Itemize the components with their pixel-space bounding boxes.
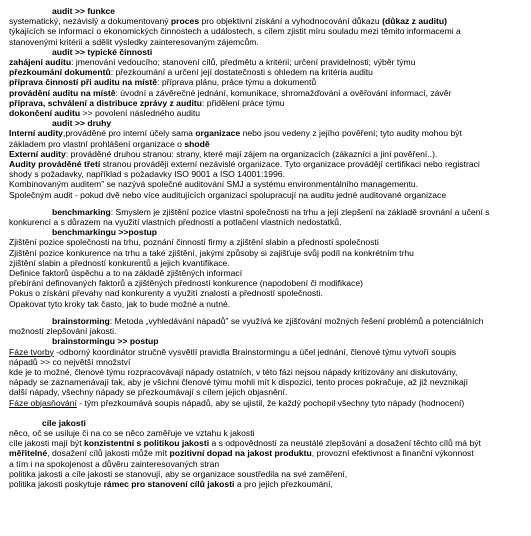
bold-term: zahájení auditu xyxy=(9,57,72,68)
bold-term: Audity prováděné třetí xyxy=(9,159,101,170)
paragraph-line: Zjištění pozice konkurence na trhu a také zjištění, jakými způsoby si zajišťuje svůj podíl na konkrétním trhu xyxy=(9,247,414,258)
paragraph-line xyxy=(9,108,527,118)
bold-term: shodě xyxy=(184,138,210,149)
text-run: : příprava plánu, práce týmu a dokumentů xyxy=(157,77,317,88)
text-run: >> povolení následného auditu xyxy=(80,108,201,119)
paragraph-line xyxy=(9,438,527,448)
paragraph-line: Společným audit - pokud dvě nebo více auditujících organizací spolupracují na auditu jedné auditované organizace xyxy=(9,189,447,200)
section-title-audit-druhy xyxy=(9,118,527,128)
text-run: a s odpovědností za neustálé zlepšování a dosažení těchto cílů má být xyxy=(209,438,481,449)
text-run: a pro jejich přezkoumání, xyxy=(234,478,333,489)
paragraph-line: něco, oč se usiluje či na co se něco zaměřuje ve vztahu k jakosti xyxy=(9,427,255,438)
paragraph-line: možností zlepšování jakosti. xyxy=(9,326,117,337)
text-run: pro objektivní získání a vyhodnocování důkazu xyxy=(199,16,383,27)
underlined-term: Fáze objasňování xyxy=(9,397,77,408)
paragraph-line xyxy=(9,479,527,489)
paragraph-line: další nápady, všechny nápady se přezkoumávají s cílem jejich objasnění. xyxy=(9,387,288,398)
text-run: : přezkoumání a určení její dostatečnosti s ohledem na kritéria auditu xyxy=(110,67,373,78)
text-run: ,prováděné pro interní účely sama xyxy=(62,128,196,139)
bold-term: měřitelné xyxy=(9,448,48,459)
paragraph-line xyxy=(9,139,527,149)
text-run: základem pro vlastní prohlášení organizace o xyxy=(9,138,185,149)
text-run: : prováděné druhou stranou: strany, které mají zájem na organizacích (zákazníci a jiní pověření..). xyxy=(65,148,438,159)
bold-term: dokončení auditu xyxy=(9,108,81,119)
paragraph-line: stanovenými kritérii a sdělit výsledky zainteresovaným zájemcům. xyxy=(9,36,259,47)
paragraph-line: Pokus o získání převahy nad konkurenty a využití znalostí a předností společnosti. xyxy=(9,288,323,299)
paragraph-line xyxy=(9,77,527,87)
bold-term: pozitivní dopad na jakost produktu xyxy=(169,448,312,459)
text-run: : Smyslem je zjištění pozice vlastní společnosti na trhu a její zlepšení na základě srovnání a učení s xyxy=(110,206,490,217)
heading-text: audit >> funkce xyxy=(52,6,116,16)
paragraph-line: a tím i na spokojenost a důvěru zainteresovaných stran xyxy=(9,458,220,469)
bold-term: rámec pro stanovení cílů jakosti xyxy=(103,478,235,489)
text-run: : úvodní a závěrečné jednání, komunikace, shromažďování a ověřování informací, závěr xyxy=(115,87,452,98)
paragraph-line: kde je to možné, členové týmu rozpracovávají nápady ostatních, v této fázi nejsou nápady kritizovány ani diskutovány, xyxy=(9,366,458,377)
paragraph-line xyxy=(9,347,527,357)
paragraph-line xyxy=(9,159,527,169)
heading-text: benchmarking xyxy=(52,206,111,217)
paragraph-line: Definice faktorů úspěchu a to na základě zjištěných informací xyxy=(9,268,243,279)
spacer xyxy=(9,309,527,316)
paragraph-line: shody s požadavky, například s požadavky ISO 9001 a ISO 14001:1996. xyxy=(9,169,285,180)
paragraph-line: konkurencí a s důrazem na využití vlastních předností a potlačení vlastních nedostatků. xyxy=(9,217,342,228)
paragraph-line: nápadů >> co největší množství xyxy=(9,356,131,367)
text-run: systematický, nezávislý a dokumentovaný xyxy=(9,16,171,27)
text-run: politika jakosti poskytuje xyxy=(9,478,104,489)
bold-term: přezkoumání dokumentů xyxy=(9,67,111,78)
spacer xyxy=(9,408,527,415)
section-title-benchmarking-postup xyxy=(9,227,527,237)
paragraph-line: Zjištění pozice společnosti na trhu, poznání činností firmy a zjištění slabin a předností společnosti xyxy=(9,237,379,248)
heading-text: benchmarkingu >>postup xyxy=(52,227,158,238)
section-title-brainstorming-postup xyxy=(9,336,527,346)
paragraph-line: politika jakosti a cíle jakosti se stanovují, aby se organizace soustředila na své zaměření, xyxy=(9,468,348,479)
bold-term: (důkaz z auditu) xyxy=(382,16,448,27)
text-run: -odborný koordinátor stručně vysvětlí pravidla Brainstormingu a účel jednání, členové týmu vytvoří soupis xyxy=(53,346,457,357)
text-run: stranou prováději externí nezávislé organizace. Tyto organizace provádějí certifikaci nebo registraci xyxy=(100,159,480,170)
section-title-cile-jakosti xyxy=(9,418,527,428)
text-run: cíle jakosti mají být xyxy=(9,438,84,449)
paragraph-line xyxy=(9,448,527,458)
text-run: : jmenování vedoucího; stanovení cílů, předmětu a kritérií; určení pravidelnosti; výběr týmu xyxy=(71,57,416,68)
paragraph-line xyxy=(9,16,527,26)
heading-text: audit >> druhy xyxy=(52,118,112,129)
paragraph-line xyxy=(9,398,527,408)
heading-text: cíle jakosti xyxy=(42,417,86,428)
bold-term: Interní audity xyxy=(9,128,63,139)
text-run: , provozní efektivnost a finanční výkonnost xyxy=(311,448,474,459)
text-run: nebo jsou vedeny z jejího pověření; tyto audity mohou být xyxy=(240,128,462,139)
heading-text: brainstorming xyxy=(52,315,110,326)
text-run: , dosažení cílů jakosti může mít xyxy=(47,448,170,459)
paragraph-line xyxy=(9,128,527,138)
bold-term: konzistentní s politikou jakosti xyxy=(83,438,210,449)
heading-text: audit >> typické činnosti xyxy=(52,46,153,57)
bold-term: provádění auditu na místě xyxy=(9,87,116,98)
section-title-benchmarking xyxy=(9,207,527,217)
paragraph-line: Opakovat tyto kroky tak často, jak to bude možné a nutné. xyxy=(9,298,231,309)
heading-text: brainstormingu >> postup xyxy=(52,336,159,347)
bold-term: proces xyxy=(170,16,200,27)
bold-term: příprava činností při auditu na místě xyxy=(9,77,158,88)
section-title-audit-funkce xyxy=(9,6,527,16)
bold-term: příprava, schválení a distribuce zprávy z auditu xyxy=(9,97,202,108)
text-run: : Metoda „vyhledávání nápadů" se využívá ke zjišťování možných řešení problémů a potenciálních xyxy=(109,315,484,326)
paragraph-line: zjištění slabin a předností konkurentů a jejich kvantifikace. xyxy=(9,257,230,268)
underlined-term: Fáze tvorby xyxy=(9,346,54,357)
spacer xyxy=(9,200,527,207)
paragraph-line xyxy=(9,57,527,67)
paragraph-line: nápady se zaznamenávají tak, aby je všichni členové týmu mohli mít k dispozici, tento proces pokračuje, až již nevznikají xyxy=(9,377,469,388)
text-run: : přidělení práce týmu xyxy=(201,97,285,108)
bold-term: Externí audity xyxy=(9,148,66,159)
paragraph-line xyxy=(9,98,527,108)
paragraph-line: týkajících se informací o ekonomických činnostech a událostech, s cílem zjistit míru souladu mezi těmito informacemi a xyxy=(9,26,461,37)
paragraph-line: přebírání definovaných faktorů a zjištěných předností konkurence (napodobení či modifikace) xyxy=(9,278,363,289)
paragraph-line xyxy=(9,149,527,159)
text-run: - tým přezkoumává soupis nápadů, aby se ujistil, že každý pochopil všechny tyto nápady (hodnocení) xyxy=(76,397,465,408)
paragraph-line xyxy=(9,67,527,77)
section-title-audit-cinnosti xyxy=(9,47,527,57)
paragraph-line: Kombinovaným auditem" se nazývá společné auditování SMJ a systému environmentálního managementu. xyxy=(9,179,419,190)
bold-term: organizace xyxy=(195,128,241,139)
section-title-brainstorming xyxy=(9,316,527,326)
paragraph-line xyxy=(9,88,527,98)
